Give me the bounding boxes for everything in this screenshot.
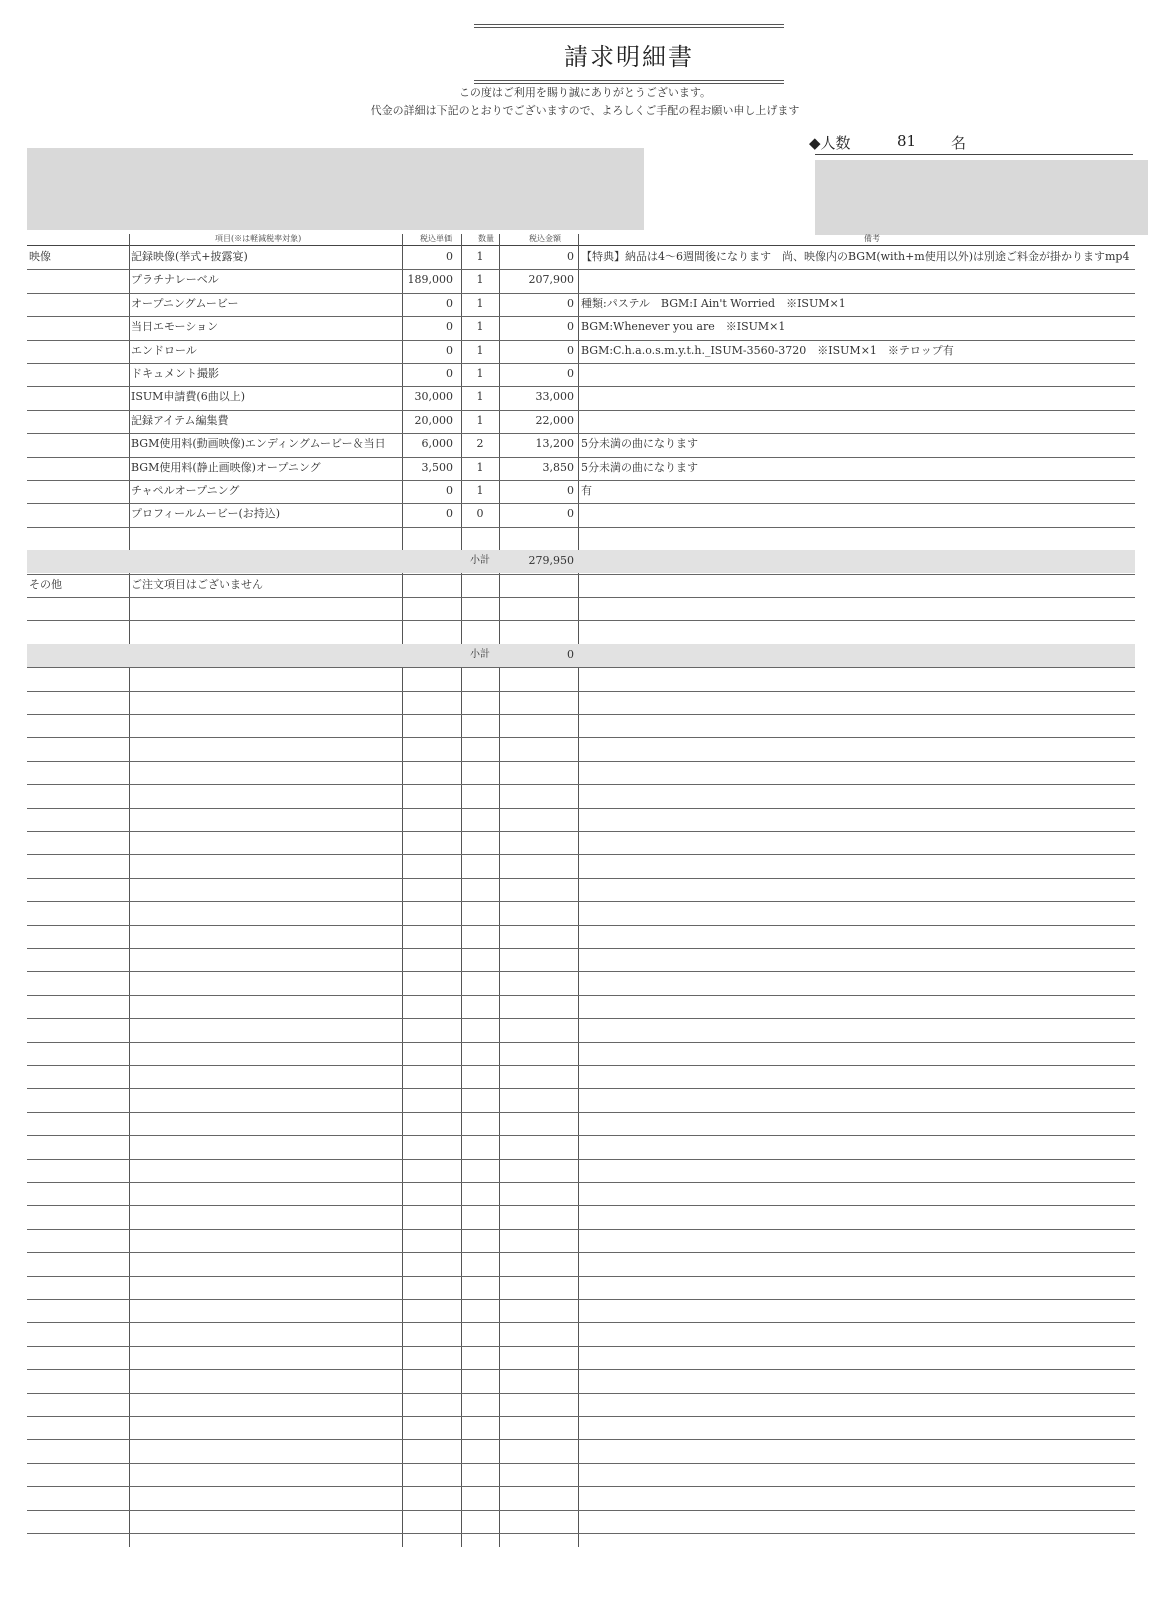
category-label: その他 [29,577,62,591]
row-rule [27,831,1135,832]
unit-price: 0 [446,484,453,497]
amount: 33,000 [535,390,574,404]
subtotal-band [27,550,1135,573]
header-unit-price: 税込単価 [420,234,452,243]
item-name: 記録アイテム編集費 [131,413,229,427]
row-rule [27,995,1135,996]
amount: 0 [567,296,574,310]
item-name: 当日エモーション [131,320,219,334]
row-rule [27,714,1135,715]
row-rule [27,971,1135,972]
item-name: チャペルオープニング [131,484,240,497]
quantity: 1 [476,367,484,380]
row-rule [27,761,1135,762]
subtotal-label: 小計 [470,555,490,567]
row-rule [27,1346,1135,1347]
row-rule [27,1439,1135,1440]
amount: 207,900 [528,273,574,287]
unit-price: 3,500 [421,460,453,474]
people-label: ◆人数 [809,134,851,152]
row-rule [27,1042,1135,1043]
row-rule [27,808,1135,809]
column-divider [578,234,579,1547]
unit-price: 0 [446,343,453,357]
quantity: 1 [476,460,484,474]
row-rule [27,597,1135,598]
invoice-table [27,234,1135,1547]
unit-price: 20,000 [414,413,453,427]
row-rule [27,667,1135,668]
row-rule [27,1065,1135,1066]
item-name: ISUM申請費(6曲以上) [131,390,245,404]
remarks: 有 [581,484,592,497]
item-name: ドキュメント撮影 [131,367,219,380]
row-rule [27,1229,1135,1230]
quantity: 2 [476,437,484,451]
greeting-line-1: この度はご利用を賜り誠にありがとうございます。 [458,86,712,99]
row-rule [27,1112,1135,1113]
header-amount: 税込金額 [529,234,561,243]
row-rule [27,878,1135,879]
row-rule [27,1088,1135,1089]
amount: 0 [567,484,574,497]
item-name: BGM使用料(動画映像)エンディングムービー＆当日 [131,437,386,451]
quantity: 1 [476,296,484,310]
row-rule [27,1205,1135,1206]
header-item: 項目(※は軽減税率対象) [215,234,302,243]
row-rule [27,737,1135,738]
header-qty: 数量 [478,234,494,243]
item-name: ご注文項目はございません [131,577,263,591]
amount: 0 [567,250,574,263]
subtotal-amount: 0 [567,647,574,661]
unit-price: 0 [446,250,453,263]
redacted-company-info [815,160,1148,235]
remarks: 5分未満の曲になります [581,460,698,474]
row-rule [27,1510,1135,1511]
amount: 3,850 [542,460,574,474]
row-rule [27,1018,1135,1019]
quantity: 1 [476,250,484,263]
row-rule [27,1276,1135,1277]
remarks: 種類:パステル BGM:I Ain't Worried ※ISUM×1 [581,296,846,310]
row-rule [27,1322,1135,1323]
unit-price: 0 [446,296,453,310]
title-box [474,24,784,84]
unit-price: 30,000 [414,390,453,404]
row-rule [27,948,1135,949]
people-unit: 名 [951,134,967,152]
row-rule [27,901,1135,902]
row-rule [27,527,1135,528]
amount: 22,000 [535,413,574,427]
category-label: 映像 [29,250,51,263]
subtotal-band [27,644,1135,667]
document-title: 請求明細書 [564,42,694,71]
item-name: オープニングムービー [131,296,239,310]
row-rule [27,1463,1135,1464]
row-rule [27,1252,1135,1253]
item-name: プロフィールムービー(お持込) [131,507,281,521]
row-rule [27,784,1135,785]
subtotal-amount: 279,950 [528,554,574,568]
row-rule [27,620,1135,621]
column-divider [129,234,130,1547]
subtotal-label: 小計 [470,648,490,660]
unit-price: 189,000 [407,273,453,287]
amount: 0 [567,507,574,521]
people-count: 81 [897,132,917,150]
remarks: BGM:C.h.a.o.s.m.y.t.h._ISUM-3560-3720 ※ISUM×1 ※テロップ有 [581,343,954,357]
quantity: 1 [476,390,484,404]
greeting-line-2: 代金の詳細は下記のとおりでございますので、よろしくご手配の程お願い申し上げます [370,104,800,117]
item-name: プラチナレーベル [131,273,219,287]
quantity: 1 [476,343,484,357]
amount: 0 [567,367,574,380]
people-count-field [809,132,1133,155]
row-rule [27,1182,1135,1183]
amount: 0 [567,320,574,334]
row-rule [27,854,1135,855]
quantity: 1 [476,484,484,497]
item-name: BGM使用料(静止画映像)オープニング [131,460,321,474]
remarks-extra: mp4 [1105,250,1130,263]
row-rule [27,1486,1135,1487]
remarks: BGM:Whenever you are ※ISUM×1 [581,320,786,334]
row-rule [27,1369,1135,1370]
header-remarks: 備考 [864,234,880,243]
quantity: 1 [476,273,484,287]
row-rule [27,925,1135,926]
quantity: 0 [476,507,484,521]
quantity: 1 [476,320,484,334]
row-rule [27,1416,1135,1417]
row-rule [27,1135,1135,1136]
row-rule [27,1393,1135,1394]
unit-price: 0 [446,367,453,380]
quantity: 1 [476,413,484,427]
row-rule [27,1533,1135,1534]
row-rule [27,1299,1135,1300]
row-rule [27,691,1135,692]
unit-price: 0 [446,507,453,521]
item-name: エンドロール [131,343,197,357]
amount: 13,200 [535,437,574,451]
remarks: 5分未満の曲になります [581,437,698,451]
unit-price: 6,000 [421,437,453,451]
redacted-customer-info [27,148,644,230]
remarks: 【特典】納品は4～6週間後になります 尚、映像内のBGM(with+m使用以外)は別途ご料金が掛かります [581,250,1106,263]
item-name: 記録映像(挙式+披露宴) [131,250,248,263]
amount: 0 [567,343,574,357]
unit-price: 0 [446,320,453,334]
row-rule [27,1159,1135,1160]
